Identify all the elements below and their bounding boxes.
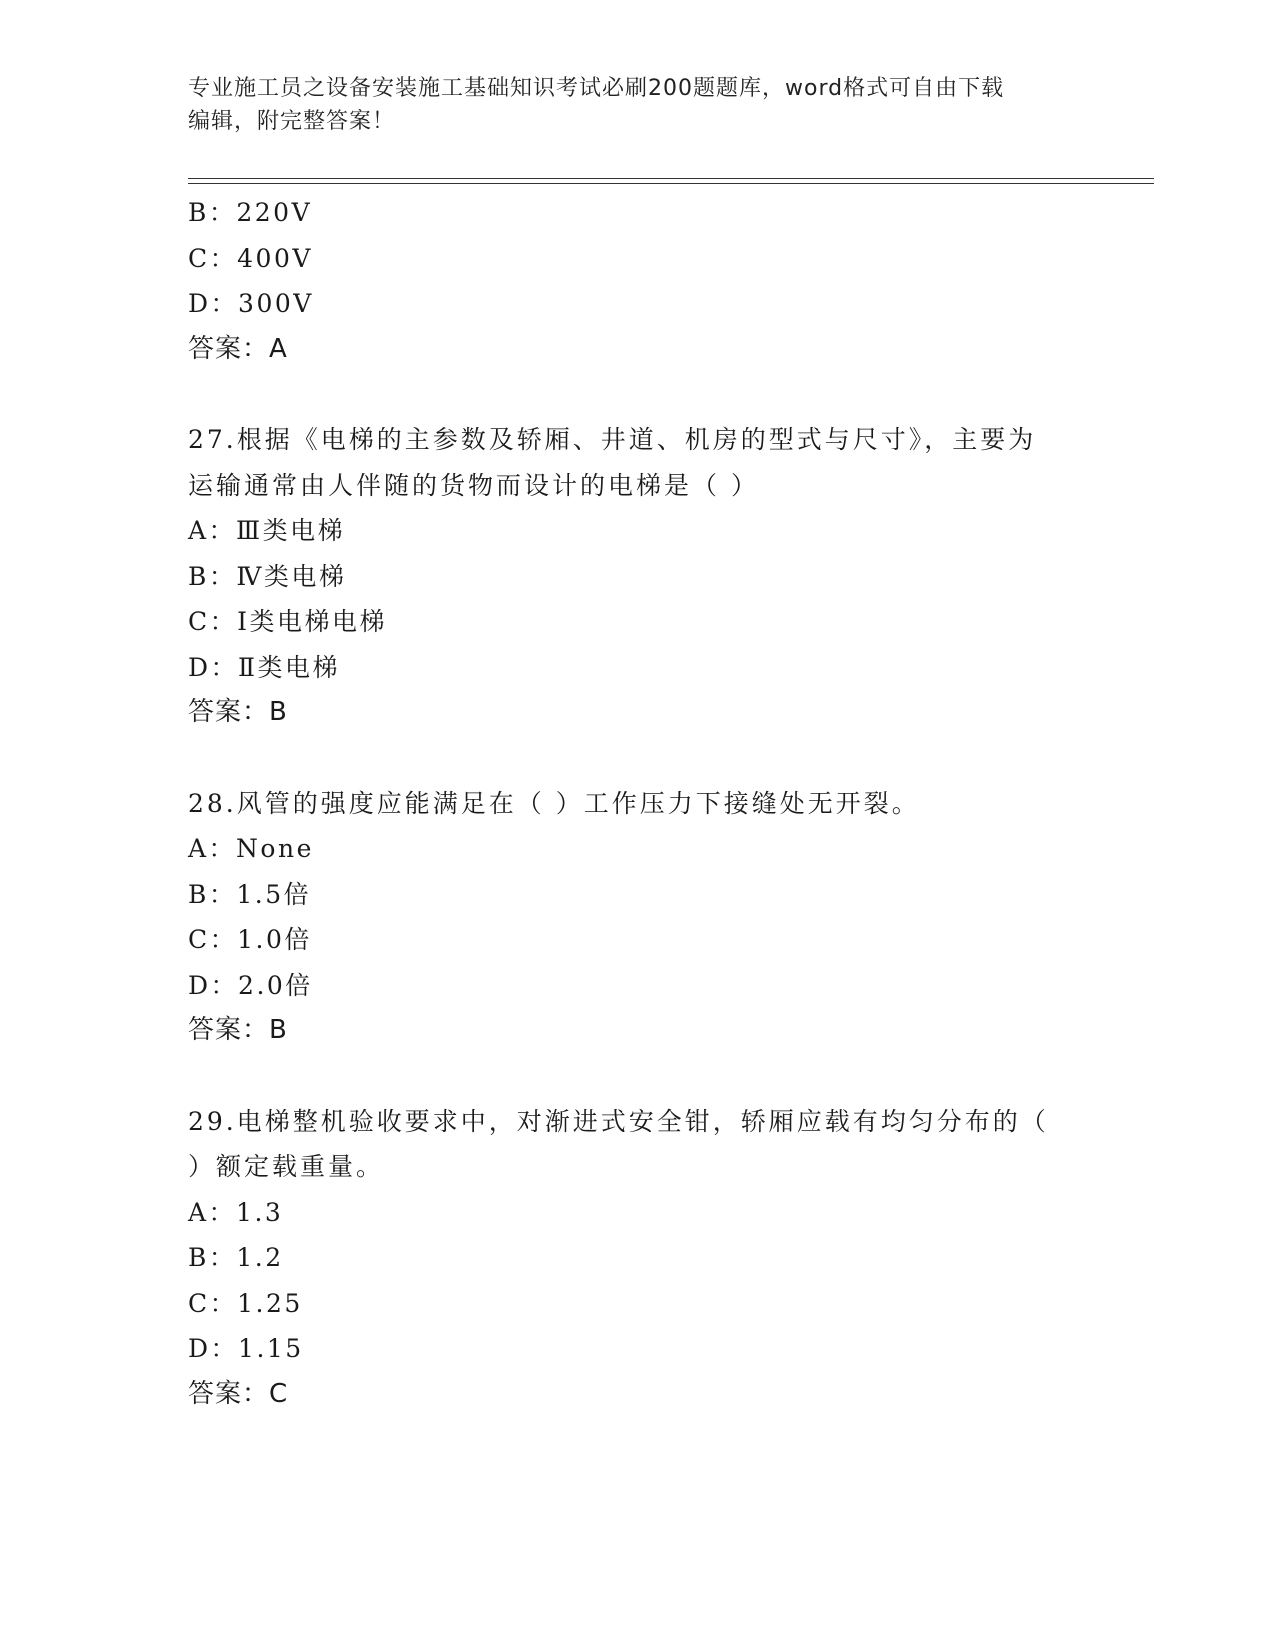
answer-label: 答案：B xyxy=(188,697,288,727)
spacer xyxy=(188,1054,1088,1099)
option-d: D：1.15 xyxy=(188,1334,304,1363)
option-b: B：1.5倍 xyxy=(188,879,312,909)
question-text-line-1: 27.根据《电梯的主参数及轿厢、井道、机房的型式与尺寸》，主要为 xyxy=(188,425,1037,454)
question-29 xyxy=(188,1099,1088,1418)
option-a: A：None xyxy=(188,834,314,863)
option-d: D：Ⅱ类电梯 xyxy=(188,652,341,682)
option-c: C：Ⅰ类电梯电梯 xyxy=(188,607,388,636)
document-header xyxy=(188,72,1068,138)
question-text-line-1: 29.电梯整机验收要求中，对渐进式安全钳，轿厢应载有均匀分布的（ xyxy=(188,1106,1049,1136)
option-a: A：Ⅲ类电梯 xyxy=(188,516,346,545)
option-a: A：1.3 xyxy=(188,1197,284,1227)
option-b: B：220V xyxy=(188,198,313,227)
header-divider-bottom xyxy=(188,183,1154,184)
option-c: C：1.0倍 xyxy=(188,925,312,954)
header-divider-top xyxy=(188,178,1154,179)
option-b: B：1.2 xyxy=(188,1243,284,1272)
header-title-line-2: 编辑，附完整答案！ xyxy=(188,109,396,134)
answer-label: 答案：C xyxy=(188,1378,289,1409)
option-c: C：1.25 xyxy=(188,1288,303,1318)
question-text-line-1: 28.风管的强度应能满足在（ ）工作压力下接缝处无开裂。 xyxy=(188,788,920,818)
question-list xyxy=(188,190,1088,1417)
spacer xyxy=(188,372,1088,417)
answer-label: 答案：B xyxy=(188,1015,288,1045)
question-28 xyxy=(188,781,1088,1054)
option-d: D：2.0倍 xyxy=(188,970,313,1000)
question-27 xyxy=(188,417,1088,736)
header-title-line-1: 专业施工员之设备安装施工基础知识考试必刷200题题库，word格式可自由下载 xyxy=(188,76,1005,101)
option-c: C：400V xyxy=(188,243,313,273)
question-text-line-2: 运输通常由人伴随的货物而设计的电梯是（ ） xyxy=(188,470,759,500)
question-text-line-2: ）额定载重量。 xyxy=(188,1152,385,1181)
option-b: B：Ⅳ类电梯 xyxy=(188,561,347,591)
question-26-continued xyxy=(188,190,1088,372)
option-d: D：300V xyxy=(188,289,314,318)
answer-label: 答案：A xyxy=(188,333,288,364)
spacer xyxy=(188,736,1088,781)
